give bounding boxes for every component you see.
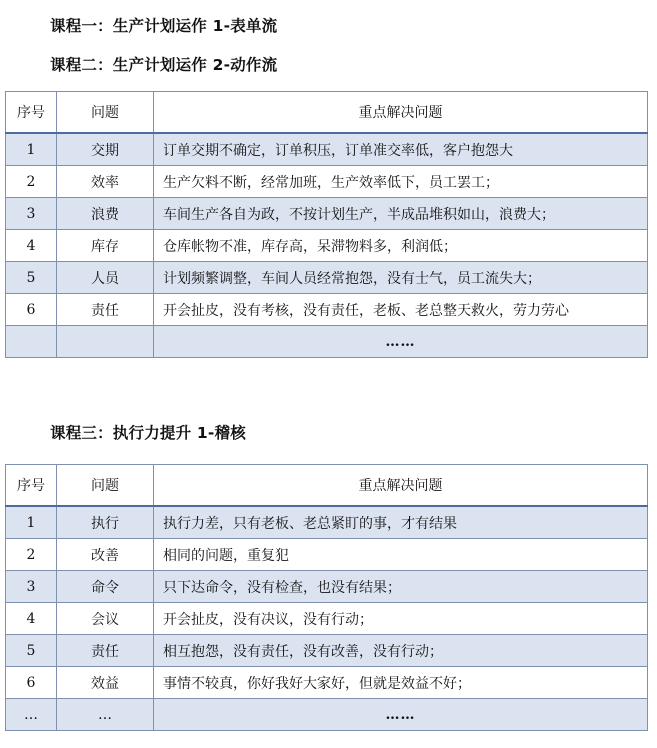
row-no: 3 bbox=[6, 571, 57, 603]
course1-title: 课程一：生产计划运作 1-表单流 bbox=[50, 17, 278, 35]
table-row bbox=[6, 133, 648, 166]
header-topic: 问题 bbox=[57, 92, 154, 134]
row-topic: … bbox=[57, 699, 154, 731]
row-no: 3 bbox=[6, 198, 57, 230]
table-row bbox=[6, 506, 648, 539]
row-topic: 库存 bbox=[57, 230, 154, 262]
table-header-row bbox=[6, 465, 648, 507]
row-no bbox=[6, 326, 57, 358]
table-row bbox=[6, 262, 648, 294]
row-no: … bbox=[6, 699, 57, 731]
course3-title: 课程三：执行力提升 1-稽核 bbox=[50, 424, 246, 442]
row-desc: 仓库帐物不准，库存高，呆滞物料多，利润低； bbox=[154, 230, 648, 262]
row-topic bbox=[57, 326, 154, 358]
row-no: 4 bbox=[6, 230, 57, 262]
row-desc: 开会扯皮，没有决议，没有行动； bbox=[154, 603, 648, 635]
row-desc: 车间生产各自为政，不按计划生产，半成品堆积如山，浪费大； bbox=[154, 198, 648, 230]
row-topic: 效率 bbox=[57, 166, 154, 198]
header-no: 序号 bbox=[6, 92, 57, 134]
row-topic: 效益 bbox=[57, 667, 154, 699]
row-topic: 交期 bbox=[57, 133, 154, 166]
row-no: 5 bbox=[6, 635, 57, 667]
row-no: 4 bbox=[6, 603, 57, 635]
table-header-row bbox=[6, 92, 648, 134]
header-desc: 重点解决问题 bbox=[154, 92, 648, 134]
row-topic: 会议 bbox=[57, 603, 154, 635]
course3-table bbox=[5, 464, 648, 731]
row-topic: 人员 bbox=[57, 262, 154, 294]
row-desc: 只下达命令，没有检查，也没有结果； bbox=[154, 571, 648, 603]
row-desc: 执行力差，只有老板、老总紧盯的事，才有结果 bbox=[154, 506, 648, 539]
row-desc: 开会扯皮，没有考核，没有责任，老板、老总整天救火，劳力劳心 bbox=[154, 294, 648, 326]
row-desc: …… bbox=[154, 326, 648, 358]
row-no: 5 bbox=[6, 262, 57, 294]
row-no: 6 bbox=[6, 667, 57, 699]
table-row bbox=[6, 539, 648, 571]
header-desc: 重点解决问题 bbox=[154, 465, 648, 507]
row-desc: 事情不较真，你好我好大家好，但就是效益不好； bbox=[154, 667, 648, 699]
row-topic: 命令 bbox=[57, 571, 154, 603]
table-row bbox=[6, 198, 648, 230]
row-no: 2 bbox=[6, 166, 57, 198]
table-row bbox=[6, 571, 648, 603]
row-no: 1 bbox=[6, 133, 57, 166]
table-row bbox=[6, 603, 648, 635]
table-row bbox=[6, 667, 648, 699]
header-topic: 问题 bbox=[57, 465, 154, 507]
table-row bbox=[6, 699, 648, 731]
row-desc: 订单交期不确定，订单积压，订单准交率低，客户抱怨大 bbox=[154, 133, 648, 166]
header-no: 序号 bbox=[6, 465, 57, 507]
table-row bbox=[6, 166, 648, 198]
row-topic: 执行 bbox=[57, 506, 154, 539]
table-row bbox=[6, 294, 648, 326]
table-row bbox=[6, 230, 648, 262]
row-topic: 浪费 bbox=[57, 198, 154, 230]
row-desc: 相同的问题，重复犯 bbox=[154, 539, 648, 571]
table-row bbox=[6, 635, 648, 667]
row-no: 6 bbox=[6, 294, 57, 326]
table-row bbox=[6, 326, 648, 358]
row-no: 2 bbox=[6, 539, 57, 571]
row-desc: 生产欠料不断，经常加班，生产效率低下，员工罢工； bbox=[154, 166, 648, 198]
row-topic: 责任 bbox=[57, 635, 154, 667]
row-no: 1 bbox=[6, 506, 57, 539]
course2-title: 课程二：生产计划运作 2-动作流 bbox=[50, 56, 278, 74]
row-topic: 改善 bbox=[57, 539, 154, 571]
row-desc: …… bbox=[154, 699, 648, 731]
row-desc: 相互抱怨，没有责任，没有改善，没有行动； bbox=[154, 635, 648, 667]
row-desc: 计划频繁调整，车间人员经常抱怨，没有士气，员工流失大； bbox=[154, 262, 648, 294]
row-topic: 责任 bbox=[57, 294, 154, 326]
course2-table bbox=[5, 91, 648, 358]
